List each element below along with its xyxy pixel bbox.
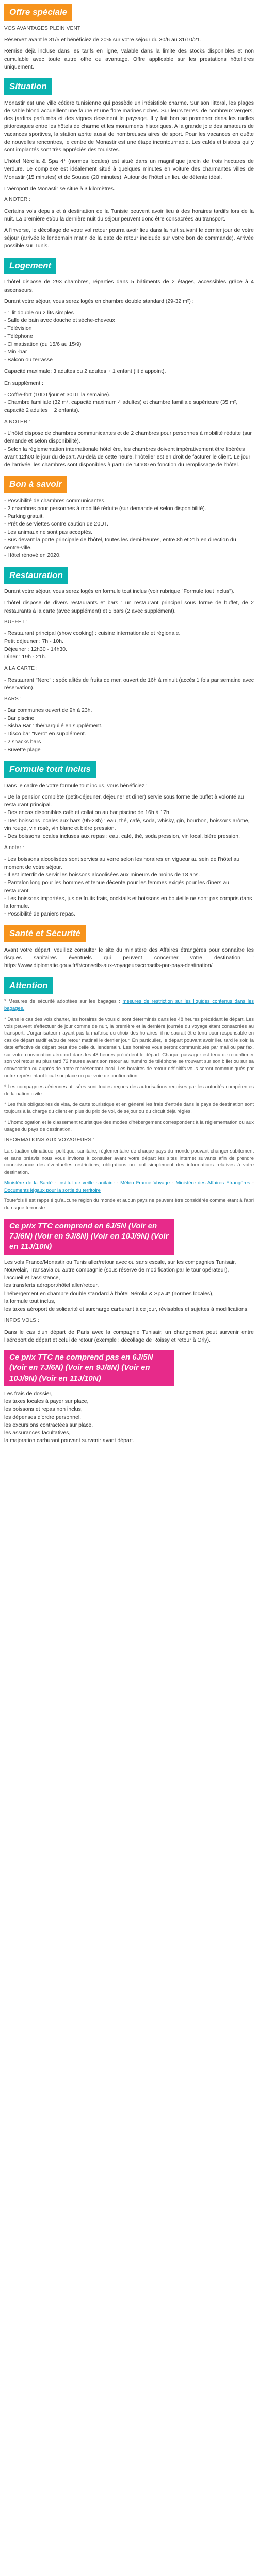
logement-notes — [4, 430, 254, 469]
list-item: - Restaurant principal (show cooking) : cuisine internationale et régionale. — [4, 630, 181, 637]
list-item: les taxes aéroport de solidarité et surcharge carburant à ce jour, révisables et sujettes à modifications. — [4, 1306, 249, 1313]
logement-p3: Capacité maximale: 3 adultes ou 2 adultes + 1 enfant (lit d'appoint). — [4, 368, 166, 375]
list-item: l'hébergement en chambre double standard à l'hôtel Nérolia & Spa 4* (normes locales), — [4, 1290, 214, 1297]
list-item: les boissons et repas non inclus, — [4, 1406, 83, 1413]
logement-section — [4, 258, 254, 469]
situation-p5: A l'inverse, le décollage de votre vol retour pourra avoir lieu dans la nuit suivant le dernier jour de votre séjour (arrivée le lendemain matin de la date de retour indiquée sur votre bon de commande). Arrivée possible sur Tunis. — [4, 227, 254, 249]
list-item: - Bar piscine — [4, 715, 35, 721]
logement-p1: L'hôtel dispose de 293 chambres, réparties dans 5 bâtiments de 2 étages, accessibles grâce à 4 ascenseurs. — [4, 279, 254, 293]
list-item: - L'hôtel dispose de chambres communicantes et de 2 chambres pour personnes à mobilité réduite (sur demande et selon disponibilité). — [4, 430, 252, 445]
list-item: l'accueil et l'assistance, — [4, 1275, 60, 1281]
attention-p2: * Dans le cas des vols charter, les horaires de vous ci sont déterminés dans les 48 heures précédant le départ. Les vols peuvent s'effectuer de jour comme de nuit, la première et la dernière journée du voyage étant consacrées au transport. L'organisateur n'ayant pas la maîtrise du choix des horaires, il ne saurait être tenu pour responsable en cas de départ tardif et/ou de retour matinal le dernier jour. En particulier, le départ pouvant avoir lieu tard le soir, la date effective de départ peut être celle du lendemain. Les horaires vous seront communiqués par mail ou par fax, sur votre convocation aéroport dans les 48 heures précédent le départ. Chaque passager est tenu de reconfirmer son vol retour au plus tard 72 heures avant son retour au numéro de téléphone se trouvant sur son billet ou sur sa convocation ou auprès de notre représentant local. Les horaires de retour définitifs vous seront communiqués par notre représentant local sur place ou par voie de confirmation. — [4, 1016, 254, 1079]
list-item: - Bus devant la porte principale de l'hôtel, toutes les demi-heures, entre 8h et 21h en direction du centre-ville. — [4, 536, 236, 551]
price-excludes-section — [4, 1350, 254, 1445]
situation-p3: L'aéroport de Monastir se situe à 3 kilomètres. — [4, 185, 116, 192]
list-item: la majoration carburant pouvant survenir avant départ. — [4, 1437, 135, 1444]
logement-p4: En supplément : — [4, 380, 43, 386]
offer-title: Offre spéciale — [4, 4, 72, 21]
logement-note-title: A NOTER : — [4, 419, 31, 425]
documents-legaux-link[interactable]: Documents légaux pour la sortie du territoire — [4, 1187, 101, 1193]
formule-notes — [4, 856, 254, 919]
situation-section — [4, 78, 254, 250]
infos-vols-text: Dans le cas d'un départ de Paris avec la compagnie Tunisair, un changement peut survenir entre l'aéroport de départ et celui de retour (exemple : décollage de Roissy et retour à Orly). — [4, 1329, 254, 1343]
list-item: - Selon la réglementation internationale hôtelière, les chambres doivent impérativement être libérées avant 12h00 le jour du départ. Au-delà de cette heure, l'hôtelier est en droit de facturer le client. Le jour de l'arrivée, les chambres sont disponibles à partir de 14h00 en fonction du remplissage de l'hôtel. — [4, 446, 251, 468]
list-item: - De la pension complète (petit-déjeuner, déjeuner et dîner) servie sous forme de buffet à volonté au restaurant principal. — [4, 793, 244, 808]
list-item: Dîner : 19h - 21h. — [4, 654, 46, 660]
list-item: - Possibilité de paniers repas. — [4, 911, 75, 918]
offer-section — [4, 4, 254, 71]
logement-p2: Durant votre séjour, vous serez logés en chambre double standard (29-32 m²) : — [4, 298, 194, 304]
list-item: la formule tout inclus, — [4, 1298, 56, 1304]
list-item: - Sisha Bar : thé/narguilé en supplément. — [4, 723, 103, 730]
info-voyageurs-title: INFORMATIONS AUX VOYAGEURS : — [4, 1137, 95, 1143]
attention-title: Attention — [4, 977, 53, 994]
formule-title: Formule tout inclus — [4, 761, 96, 778]
attention-p4: * Les frais obligatoires de visa, de carte touristique et en général les frais d'entrée dans le pays de destination sont toujours à la charge du client en plus du prix de vol, de séjour ou du circuit déjà réglés. — [4, 1101, 254, 1115]
attention-p7: Toutefois il est rappelé qu'aucune région du monde et aucun pays ne peuvent être considérés comme étant à l'abri du risque terroriste. — [4, 1198, 254, 1211]
offer-subtitle: VOS AVANTAGES PLEIN VENT — [4, 25, 81, 31]
meteo-france-link[interactable]: Météo France Voyage — [120, 1180, 170, 1186]
list-item: - Des boissons locales incluses aux repas : eau, café, thé, soda pression, vin local, bière pression. — [4, 833, 240, 839]
list-item: - Possibilité de chambres communicantes. — [4, 497, 106, 504]
carte-text: - Restaurant "Nero" : spécialités de fruits de mer, ouvert de 16h à minuit (accès 1 fois par semaine avec réservation). — [4, 676, 254, 691]
bon-savoir-list — [4, 497, 254, 560]
list-item: - Coffre-fort (10DT/jour et 30DT la semaine). — [4, 391, 111, 398]
situation-title: Situation — [4, 78, 52, 95]
list-item: - Bar communes ouvert de 9h à 23h. — [4, 707, 92, 714]
situation-p2: L'hôtel Nérolia & Spa 4* (normes locales) est situé dans un magnifique jardin de trois hectares de verdure. Le complexe est idéalement situé à quelques minutes en voiture des charmantes villes de Monastir (15 minutes) et de Sousse (20 minutes). Autour de l'hôtel un lieu de détente idéal. — [4, 158, 254, 180]
list-item: les excursions contractées sur place, — [4, 1421, 93, 1428]
logement-supplements — [4, 391, 254, 415]
restauration-p2: L'hôtel dispose de divers restaurants et bars : un restaurant principal sous forme de buffet, de 2 restaurants à la carte (avec supplément) et 5 bars (2 avec supplément). — [4, 600, 254, 614]
attention-p6: La situation climatique, politique, sanitaire, réglementaire de chaque pays du monde pouvant changer subitement et sans préavis nous vous invitons à consulter avant votre départ les sites internet suivants afin de prendre connaissance des éventuelles restrictions, obligations ou tout simplement des informations relatives à votre destination. — [4, 1148, 254, 1176]
sante-ministry-link[interactable]: Ministère de la Santé — [4, 1180, 53, 1186]
situation-p1: Monastir est une ville côtière tunisienne qui possède un irrésistible charme. Sur son littoral, les plages de sable blond accueillent une faune et une flore marines riches. Sur leurs terres, de nombreux vergers, des jardins parfumés et des vignes dessinent le paysage. Il y fait bon se promener dans les ruelles pittoresques entre les hôtels de charme et les monuments historiques. A la grande joie des amateurs de vacances sportives, la station abrite aussi de nombreuses aires de sport. Pour les vacances en quête de nouvelles rencontres, le centre de Monastir est une étape incontournable. Les cafés et bistrots qui y sont implantés sont très appréciés des touristes. — [4, 99, 254, 153]
list-item: - Parking gratuit. — [4, 513, 44, 520]
list-item: Petit déjeuner : 7h - 10h. — [4, 638, 63, 645]
veille-sanitaire-link[interactable]: Institut de veille sanitaire — [58, 1180, 115, 1186]
list-item: - Balcon ou terrasse — [4, 357, 53, 363]
list-item: - 2 snacks bars — [4, 738, 41, 745]
price-includes-title: Ce prix TTC comprend en 6J/5N (Voir en 7J/6N) (Voir en 9J/8N) (Voir en 10J/9N) (Voir en 11J/10N) — [4, 1219, 174, 1255]
bars-list — [4, 707, 254, 754]
sante-title: Santé et Sécurité — [4, 925, 86, 942]
formule-note-title: A noter : — [4, 845, 25, 851]
bon-savoir-title: Bon à savoir — [4, 476, 67, 493]
list-item: Déjeuner : 12h30 - 14h30. — [4, 646, 68, 652]
formule-section — [4, 761, 254, 918]
buffet-title: BUFFET : — [4, 619, 28, 625]
offer-text-1: Réservez avant le 31/5 et bénéficiez de 20% sur votre séjour du 30/6 au 31/10/21. — [4, 37, 202, 43]
list-item: - Chambre familiale (32 m², capacité maximum 4 adultes) et chambre familiale supérieure (35 m², capacité 2 adultes + 2 enfants). — [4, 399, 238, 414]
price-includes-section — [4, 1219, 254, 1344]
situation-note-title: A NOTER : — [4, 197, 31, 203]
list-item: - Salle de bain avec douche et sèche-cheveux — [4, 317, 115, 324]
restauration-title: Restauration — [4, 567, 68, 584]
list-item: - 2 chambres pour personnes à mobilité réduite (sur demande et selon disponibilité). — [4, 505, 206, 512]
list-item: - Mini-bar — [4, 349, 27, 355]
list-item: - Les animaux ne sont pas acceptés. — [4, 529, 93, 535]
formule-p1: Dans le cadre de votre formule tout inclus, vous bénéficiez : — [4, 782, 148, 789]
affaires-etrangeres-link[interactable]: Ministère des Affaires Etrangères — [175, 1180, 250, 1186]
offer-text-2: Remise déjà incluse dans les tarifs en ligne, valable dans la limite des stocks disponibles et non cumulable avec toute autre offre ou avantage. Offre applicable sur les prestations hôtelières uniquement. — [4, 48, 254, 70]
logement-title: Logement — [4, 258, 56, 275]
list-item: - Buvette plage — [4, 746, 41, 753]
list-item: - Des boissons locales aux bars (9h-23h) : eau, thé, café, soda, whisky, gin, bourbon, boissons arôme, vin rouge, vin rosé, vin blanc et bière pression. — [4, 817, 250, 832]
formule-list — [4, 793, 254, 840]
list-item: - Il est interdit de servir les boissons alcoolisées aux mineurs de moins de 18 ans. — [4, 872, 200, 878]
list-item: - Les boissons importées, jus de fruits frais, cocktails et boissons en bouteille ne sont pas compris dans la formule. — [4, 895, 252, 909]
price-excludes-title: Ce prix TTC ne comprend pas en 6J/5N (Voir en 7J/6N) (Voir en 9J/8N) (Voir en 10J/9N) (Voir en 11J/10N) — [4, 1350, 174, 1386]
list-item: - Les boissons alcoolisées sont servies au verre selon les horaires en vigueur au sein de l'hôtel au moment de votre séjour. — [4, 856, 240, 870]
list-item: Les vols France/Monastir ou Tunis aller/retour avec ou sans escale, sur les compagnies Tunisair, Nouvelair, Transavia ou autre compagnie (sous réserve de modification par le tour opérateur), — [4, 1259, 236, 1273]
liquids-restriction-link[interactable]: mesures de restriction sur les liquides contenus dans les bagages. — [4, 998, 254, 1012]
list-item: - Disco bar "Nero" en supplément. — [4, 731, 86, 737]
logement-room-features — [4, 309, 254, 364]
attention-p1 — [4, 998, 254, 1012]
list-item: Les frais de dossier, — [4, 1390, 53, 1397]
list-item: - Des encas disponibles café et collation au bar piscine de 16h à 17h. — [4, 809, 171, 816]
list-item: - Télévision — [4, 325, 32, 332]
attention-p1-text: * Mesures de sécurité adoptées sur les bagages : — [4, 998, 123, 1005]
bars-title: BARS : — [4, 696, 22, 702]
list-item: - Pantalon long pour les hommes et tenue décente pour les femmes exigés pour les dîners au restaurant. — [4, 879, 230, 894]
list-item: les taxes locales à payer sur place, — [4, 1398, 89, 1405]
sante-section — [4, 925, 254, 970]
list-item: - Téléphone — [4, 333, 33, 340]
price-includes-list — [4, 1259, 254, 1314]
list-item: - 1 lit double ou 2 lits simples — [4, 309, 74, 316]
restauration-section — [4, 567, 254, 754]
list-item: les assurances facultatives, — [4, 1430, 71, 1436]
situation-p4: Certains vols depuis et à destination de la Tunisie peuvent avoir lieu à des horaires tardifs lors de la nuit. La première et/ou la dernière nuit du séjour peuvent donc être consacrées au transport. — [4, 208, 254, 222]
restauration-p1: Durant votre séjour, vous serez logés en formule tout inclus (voir rubrique "Formule tout inclus"). — [4, 588, 235, 595]
list-item: - Climatisation (du 15/6 au 15/9) — [4, 341, 82, 347]
carte-title: A LA CARTE : — [4, 666, 38, 672]
bon-savoir-section — [4, 476, 254, 560]
attention-section — [4, 977, 254, 1212]
infos-vols-title: INFOS VOLS : — [4, 1318, 39, 1324]
buffet-list — [4, 630, 254, 661]
attention-p5: * L'homologation et le classement touristique des modes d'hébergement correspondent à la réglementation ou aux usages du pays de destination. — [4, 1119, 254, 1132]
sante-p1: Avant votre départ, veuillez consulter le site du ministère des Affaires étrangères pour connaître les risques sanitaires éventuels qui peuvent concerner votre destination : https://www.diplomatie.gouv.fr/fr/conseils-aux-voyageurs/conseils-par-pays-destination/ — [4, 947, 254, 969]
attention-p3: * Les compagnies aériennes utilisées sont toutes reçues des autorisations requises par les autorités compétentes de la nation civile. — [4, 1083, 254, 1097]
list-item: les dépenses d'ordre personnel, — [4, 1414, 82, 1420]
list-item: - Hôtel rénové en 2020. — [4, 552, 61, 559]
list-item: - Prêt de serviettes contre caution de 20DT. — [4, 521, 108, 528]
price-excludes-list — [4, 1390, 254, 1445]
attention-links: Ministère de la Santé - Institut de veille sanitaire - Météo France Voyage - Ministère des Affaires Etrangères - Documents légaux pour la sortie du territoire — [4, 1180, 254, 1193]
list-item: les transferts aéroport/hôtel aller/retour, — [4, 1282, 99, 1289]
